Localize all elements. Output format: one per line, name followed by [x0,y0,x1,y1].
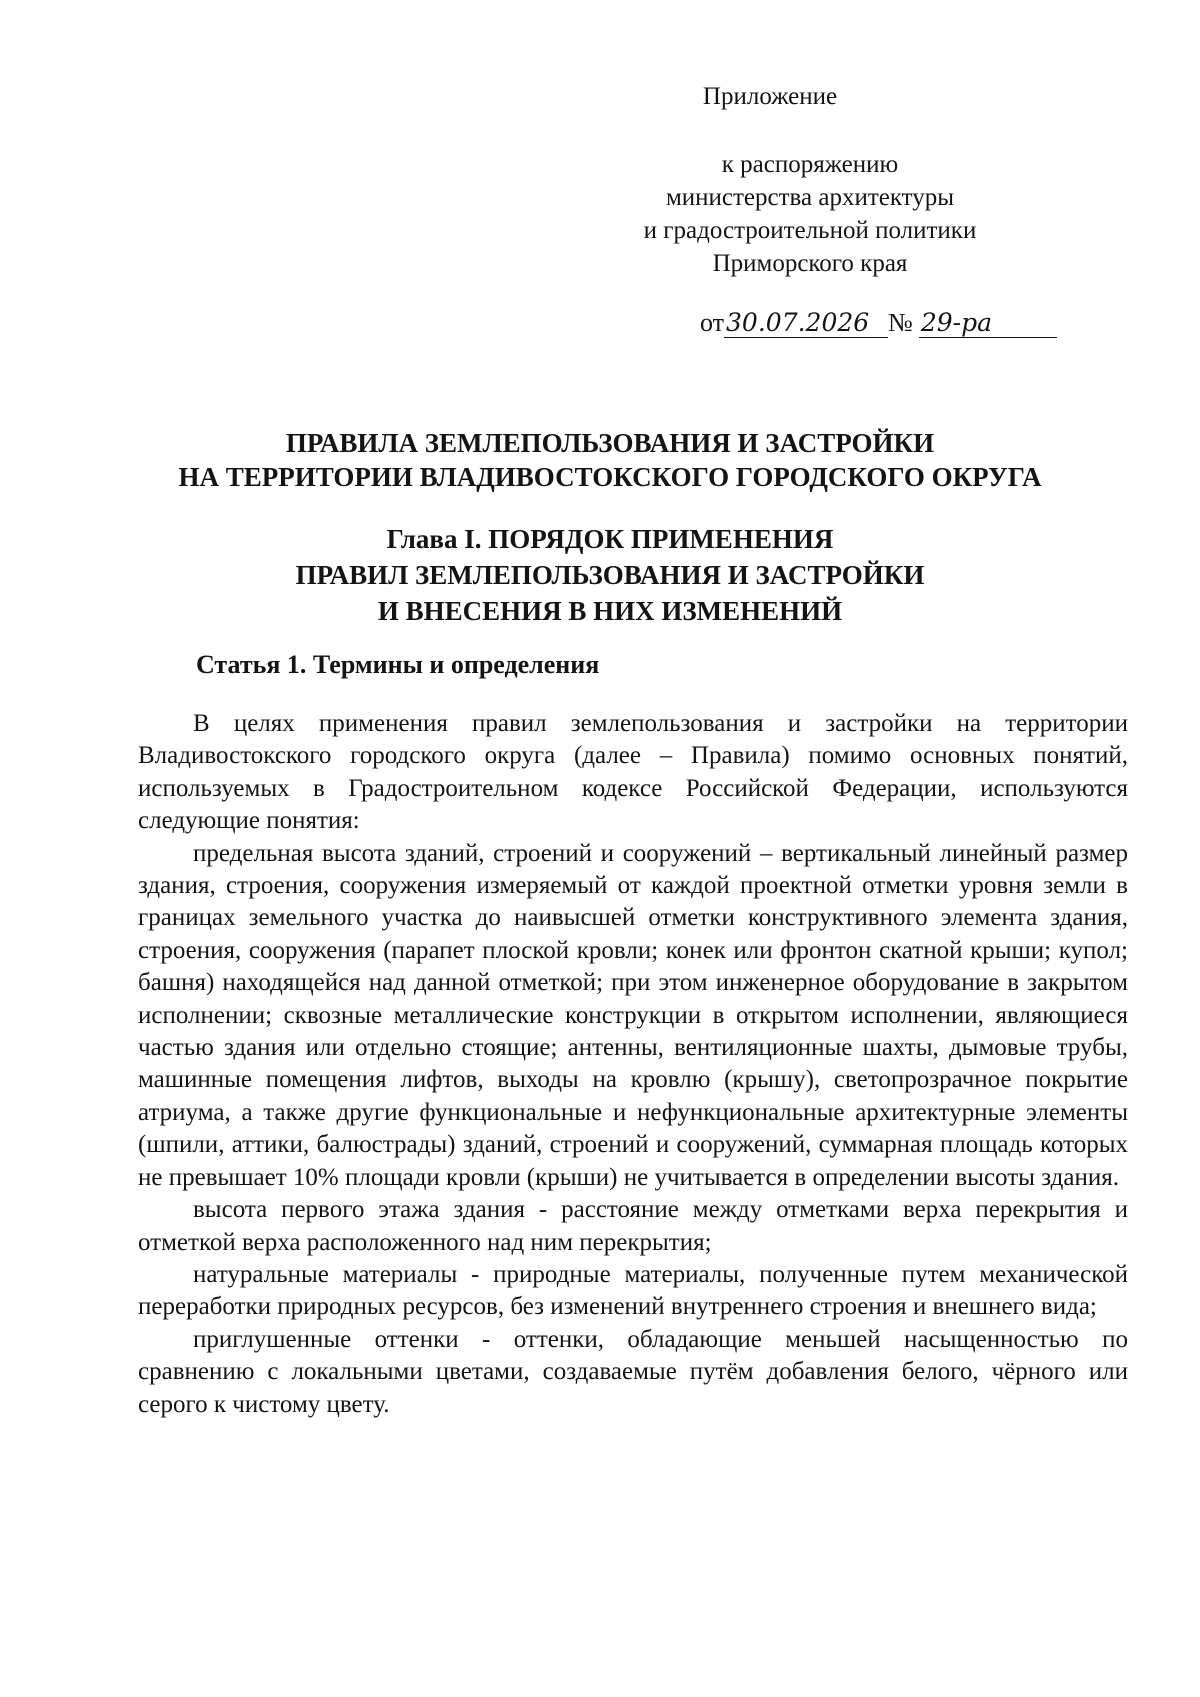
appendix-reference [560,148,1060,280]
appendix-line: министерства архитектуры [665,184,955,211]
date-prefix: от [700,308,725,337]
document-title [120,426,1100,494]
number-prefix: № [888,308,913,337]
article-heading: Статья 1. Термины и определения [196,650,600,679]
paragraph: натуральные материалы - природные материалы, полученные путем механической переработки природных ресурсов, без изменений внутреннего строения и внешнего вида; [138,1260,1128,1321]
title-line: ПРАВИЛА ЗЕМЛЕПОЛЬЗОВАНИЯ И ЗАСТРОЙКИ [285,428,935,458]
chapter-heading [120,521,1100,629]
paragraph: высота первого этажа здания - расстояние между отметками верха перекрытия и отметкой верха расположенного над ним перекрытия; [138,1196,1128,1256]
paragraph: предельная высота зданий, строений и сооружений – вертикальный линейный размер здания, строения, сооружения измеряемый от каждой проектной отметки уровня земли в границах земельного участка до наивысшей отметки конструктивного элемента здания, строения, сооружения (парапет плоской кровли; конек или фронтон скатной крыши; купол; башня) находящейся над данной отметкой; при этом инженерное оборудование в закрытом исполнении; сквозные металлические конструкции в открытом исполнении, являющиеся частью здания или отдельно стоящие; антенны, вентиляционные шахты, дымовые трубы, машинные помещения лифтов, выходы на кровлю (крышу), светопрозрачное покрытие атриума, а также другие функциональные и нефункциональные архитектурные элементы (шпили, аттики, балюстрады) зданий, строений и сооружений, суммарная площадь которых не превышает 10% площади кровли (крыши) не учитывается в определении высоты здания. [138,839,1128,1191]
handwritten-number: 29-ра [919,308,1057,338]
appendix-line: к распоряжению [721,151,899,178]
paragraph: В целях применения правил землепользования и застройки на территории Владивостокского городского округа (далее – Правила) помимо основных понятий, используемых в Градостроительном кодексе Российской Федерации, используются следующие понятия: [138,710,1128,835]
chapter-line: Глава I. ПОРЯДОК ПРИМЕНЕНИЯ [386,524,834,554]
paragraph: приглушенные оттенки - оттенки, обладающие меньшей насыщенностью по сравнению с локальными цветами, создаваемые путём добавления белого, чёрного или серого к чистому цвету. [138,1325,1128,1418]
chapter-line: И ВНЕСЕНИЯ В НИХ ИЗМЕНЕНИЙ [377,596,843,626]
appendix-label: Приложение [702,83,838,110]
article-body [138,708,1128,1421]
date-number-line [700,308,1057,338]
title-line: НА ТЕРРИТОРИИ ВЛАДИВОСТОКСКОГО ГОРОДСКОГО ОКРУГА [178,462,1042,492]
appendix-line: и градостроительной политики [643,217,977,244]
chapter-line: ПРАВИЛ ЗЕМЛЕПОЛЬЗОВАНИЯ И ЗАСТРОЙКИ [295,560,925,590]
appendix-line: Приморского края [712,250,908,277]
handwritten-date: 30.07.2026 [724,308,888,338]
